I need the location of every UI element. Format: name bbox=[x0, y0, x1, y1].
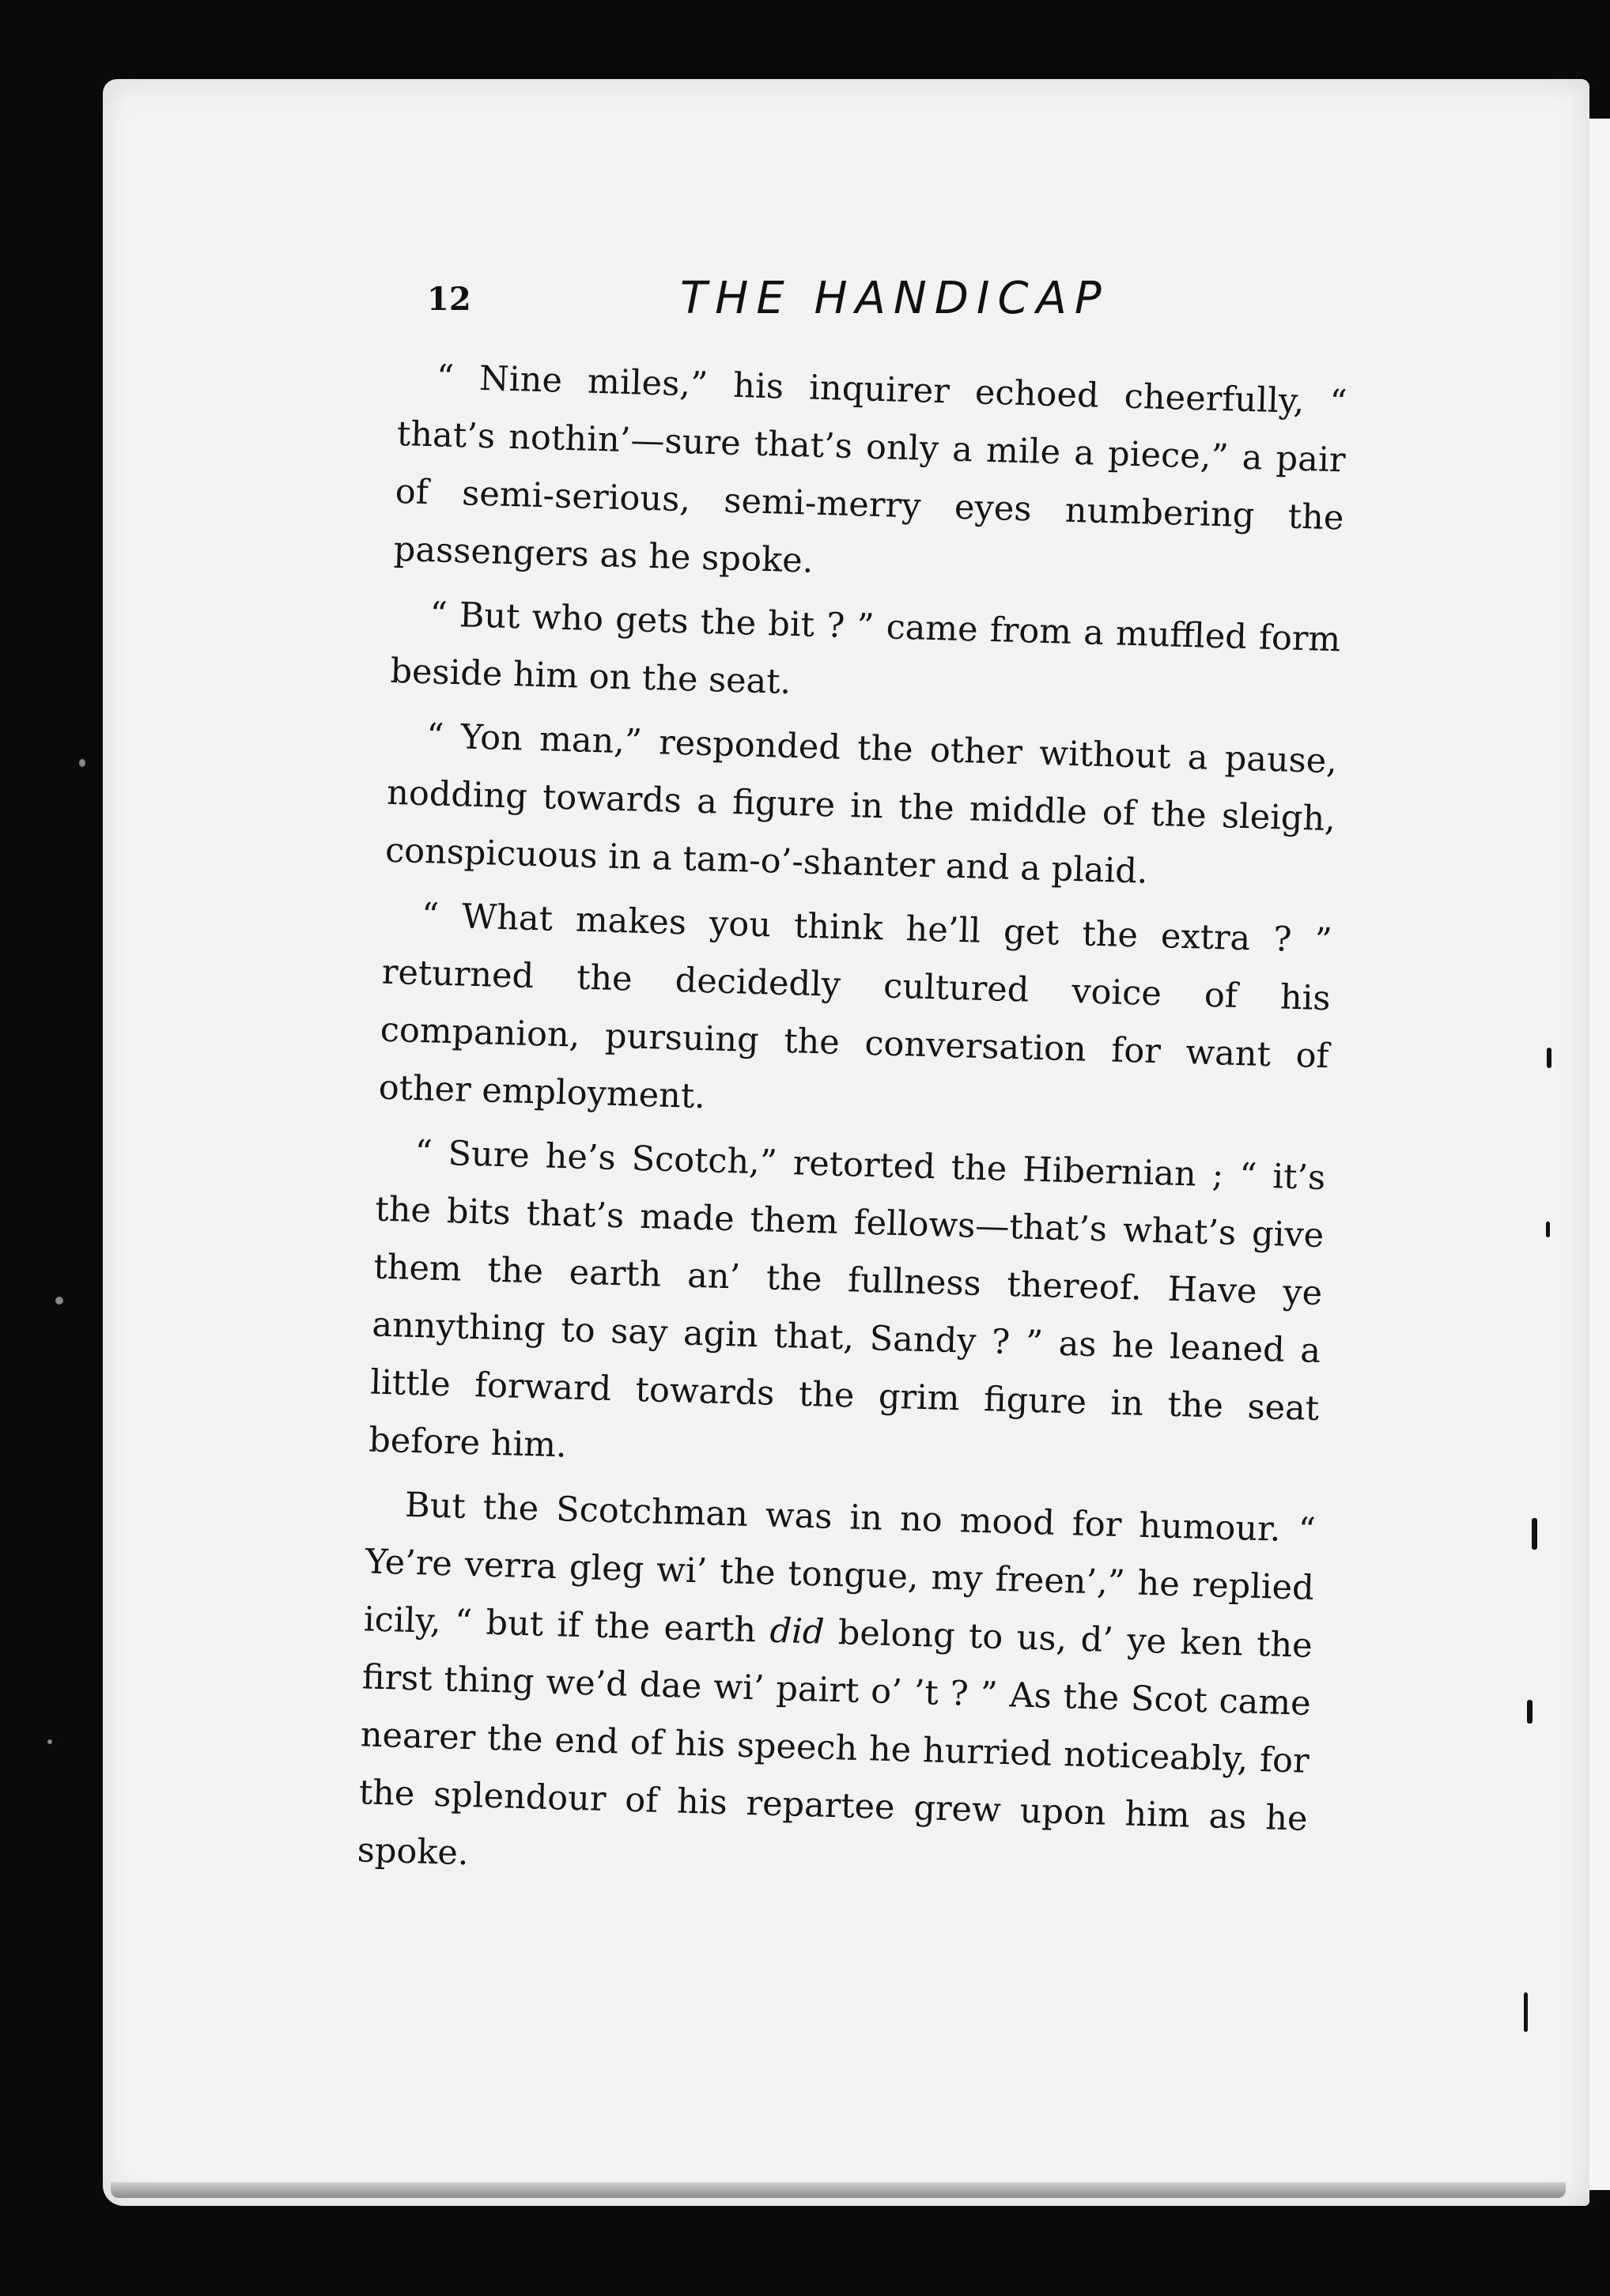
page-bottom-edge bbox=[111, 2182, 1566, 2198]
body-text bbox=[355, 348, 1347, 1955]
running-title: THE HANDICAP bbox=[680, 273, 1109, 324]
scan-artifact-mark bbox=[1524, 1992, 1528, 2032]
scan-speck bbox=[55, 1297, 63, 1305]
paragraph: “ But who gets the bit ? ” came from a muffled form beside him on the seat. bbox=[389, 595, 1341, 702]
paragraph: “ What makes you think he’ll get the extra ? ” returned the decidedly cultured voice of his companion, pursuing the conversation for want of other employment. bbox=[378, 896, 1333, 1117]
paragraph-text: belong to us, d’ ye ken the first thing we’d dae wi’ pairt o’ ’t ? ” As the Scot came nearer the end of his speech he hurried noticeably, for the splendour of his repartee grew upon him as he spoke. bbox=[357, 1612, 1313, 1874]
page-number: 12 bbox=[427, 281, 471, 318]
paragraph-last bbox=[357, 1475, 1317, 1905]
scan-artifact-mark bbox=[1527, 1700, 1533, 1724]
scan-speck bbox=[47, 1739, 52, 1744]
paragraph-text: But the Scotchman was in no mood for humour. “ Ye’re verra gleg wi’ the tongue, my freen’,” he replied icily, “ but if the earth bbox=[363, 1485, 1317, 1651]
scan-artifact-mark bbox=[1532, 1518, 1537, 1550]
scan-artifact-mark bbox=[1546, 1222, 1550, 1237]
paragraph: “ Sure he’s Scotch,” retorted the Hibernian ; “ it’s the bits that’s made them fellows—that’s what’s give them the earth an’ the fullness thereof. Have ye annything to say agin that, Sandy ? ” as he leaned a little forward towards the grim figure in the seat before him. bbox=[368, 1132, 1326, 1466]
paragraph: “ Yon man,” responded the other without a pause, nodding towards a figure in the middle of the sleigh, conspicuous in a tam-o’-shanter and a plaid. bbox=[384, 716, 1338, 892]
paragraph: “ Nine miles,” his inquirer echoed cheerfully, “ that’s nothin’—sure that’s only a mile a piece,” a pair of semi-serious, semi-merry eyes numbering the passengers as he spoke. bbox=[393, 357, 1348, 581]
italic-word: did bbox=[769, 1611, 826, 1652]
page-header bbox=[427, 273, 1360, 344]
scan-artifact-mark bbox=[1547, 1048, 1551, 1068]
scan-speck bbox=[79, 759, 85, 767]
